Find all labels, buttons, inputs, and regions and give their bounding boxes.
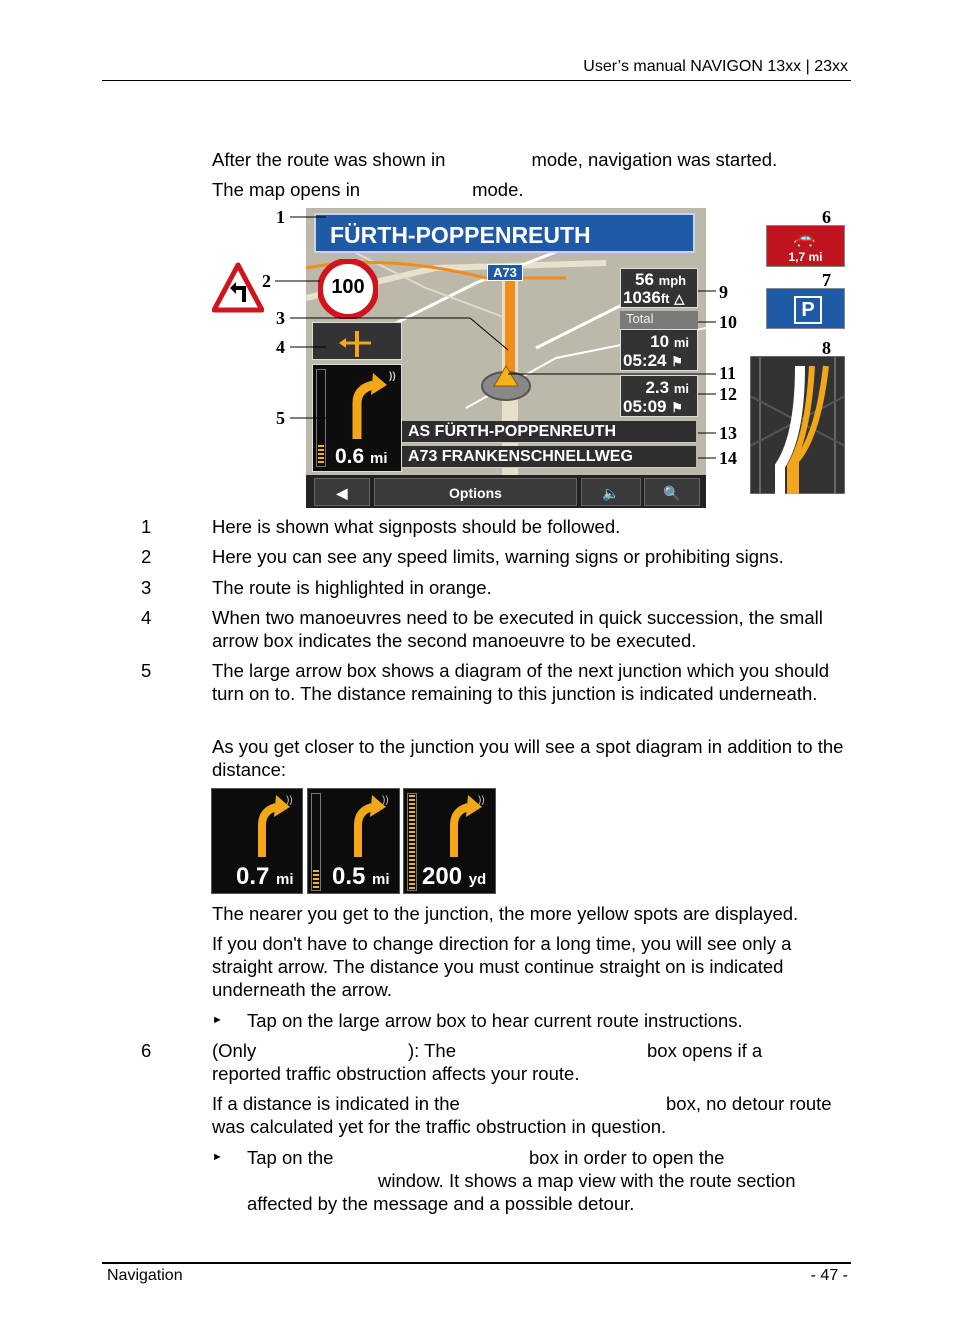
spot-image-1 [211, 788, 303, 894]
callout-10: 10 [719, 312, 737, 332]
distance-note-b: box, no detour route [666, 1093, 832, 1114]
tap-traffic-a: Tap on the [247, 1147, 334, 1168]
item6-part-b: ): The [408, 1040, 456, 1061]
callout-3: 3 [276, 308, 285, 328]
callout-9: 9 [719, 282, 728, 302]
tap-traffic-d: affected by the message and a possible detour. [247, 1193, 635, 1214]
spot-unit-1: mi [276, 871, 294, 888]
footer-rule [102, 1262, 851, 1264]
item-number-6: 6 [141, 1040, 152, 1061]
item6-part-c: box opens if a [647, 1040, 763, 1061]
nearer-text: The nearer you get to the junction, the more yellow spots are displayed. [212, 903, 799, 924]
altitude-value: 1036 [623, 288, 661, 307]
manual-header: User’s manual NAVIGON 13xx | 23xx [583, 58, 848, 75]
altitude-icon: △ [674, 291, 685, 306]
back-icon: ◀ [336, 485, 348, 501]
bullet-icon: ► [212, 1151, 223, 1163]
flag-icon: ⚑ [671, 354, 683, 369]
options-button[interactable]: Options [374, 478, 577, 506]
traffic-distance: 1,7 mi [788, 250, 823, 264]
turn-right-arrow-icon [426, 789, 496, 861]
parking-icon: P [794, 296, 822, 324]
current-road-name: AS FÜRTH-POPPENREUTH [402, 421, 696, 443]
svg-text:)): )) [382, 795, 389, 806]
spot-unit-2: mi [372, 871, 390, 888]
total-time: 05:24 [623, 351, 667, 370]
item-number-1: 1 [141, 516, 152, 537]
callout-2: 2 [262, 271, 271, 291]
spot-image-3 [403, 788, 496, 894]
tap-arrow-text: Tap on the large arrow box to hear current route instructions. [247, 1010, 743, 1031]
intro-line-2: The map opens in mode. [212, 179, 524, 200]
spot-bar [407, 793, 417, 891]
item-text-5: The large arrow box shows a diagram of the next junction which you should turn on to. The distance remaining to this junction is indicated underneath. [212, 660, 830, 704]
callout-7: 7 [822, 270, 831, 290]
item-text-1: Here is shown what signposts should be followed. [212, 516, 621, 537]
callout-6: 6 [822, 207, 831, 227]
callout-8: 8 [822, 338, 831, 358]
speed-value: 56 [635, 270, 654, 289]
next-road-name: A73 FRANKENSCHNELLWEG [402, 446, 696, 468]
total-distance: 10 [650, 332, 670, 351]
distance-note-a: If a distance is indicated in the [212, 1093, 460, 1114]
item-number-4: 4 [141, 607, 152, 628]
turn-right-arrow-icon [330, 789, 400, 861]
motorway-label: A73 [487, 264, 523, 281]
signpost-bar: FÜRTH-POPPENREUTH [314, 213, 695, 253]
spot-diagram-text: As you get closer to the junction you will see a spot diagram in addition to the distance: [212, 736, 844, 780]
bullet-icon: ► [212, 1014, 223, 1026]
spot-unit-3: yd [468, 871, 487, 888]
tap-traffic-b: box in order to open the [529, 1147, 725, 1168]
arrow-distance: 0.6 [335, 445, 365, 468]
altitude-unit: ft [660, 291, 670, 306]
speed-limit-value: 100 [331, 276, 365, 298]
speed-unit: mph [658, 273, 687, 288]
callout-12: 12 [719, 384, 737, 404]
item-text-3: The route is highlighted in orange. [212, 577, 492, 598]
svg-text:)): )) [478, 795, 485, 806]
item-text-4: When two manoeuvres need to be executed in quick succession, the small arrow box indicates the second manoeuvre to be executed. [212, 607, 823, 651]
svg-text:)): )) [389, 371, 396, 382]
callout-13: 13 [719, 423, 737, 443]
turn-right-arrow-icon [234, 789, 304, 861]
callout-5: 5 [276, 408, 285, 428]
traffic-jam-icon: 🚗 [793, 228, 816, 248]
item6-part-d: reported traffic obstruction affects your route. [212, 1063, 580, 1084]
spot-image-2 [307, 788, 400, 894]
distance-note-c: was calculated yet for the traffic obstruction in question. [212, 1116, 667, 1137]
callout-lines [0, 0, 954, 520]
item-number-3: 3 [141, 577, 152, 598]
search-icon: 🔍 [663, 485, 681, 501]
total-label: Total [620, 311, 698, 329]
callout-1: 1 [276, 207, 285, 227]
callout-4: 4 [276, 337, 285, 357]
callout-14: 14 [719, 448, 737, 468]
tap-traffic-c: window. It shows a map view with the route section [378, 1170, 796, 1191]
footer-section: Navigation [107, 1267, 183, 1284]
spot-distance-1: 0.7 [236, 863, 270, 890]
flag-icon: ⚑ [671, 400, 683, 415]
item-number-5: 5 [141, 660, 152, 681]
callout-11: 11 [719, 363, 737, 383]
stage-distance: 2.3 [645, 378, 670, 397]
arrow-unit: mi [370, 450, 388, 467]
item-text-2: Here you can see any speed limits, warning signs or prohibiting signs. [212, 546, 784, 567]
page-number: - 47 - [810, 1267, 848, 1284]
spot-distance-3: 200 [422, 863, 463, 890]
svg-text:)): )) [286, 795, 293, 806]
spot-distance-2: 0.5 [332, 863, 366, 890]
spot-bar [311, 793, 321, 891]
speaker-icon: 🔈 [602, 485, 620, 501]
item-number-2: 2 [141, 546, 152, 567]
intro-line-1: After the route was shown in mode, navigation was started. [212, 149, 778, 170]
straight-text: If you don't have to change direction for a long time, you will see only a straight arrow. The distance you must continue straight on is indicated underneath the arrow. [212, 933, 792, 1000]
stage-time: 05:09 [623, 397, 667, 416]
stage-unit: mi [673, 381, 689, 396]
total-unit: mi [673, 335, 689, 350]
item6-part-a: (Only [212, 1040, 257, 1061]
